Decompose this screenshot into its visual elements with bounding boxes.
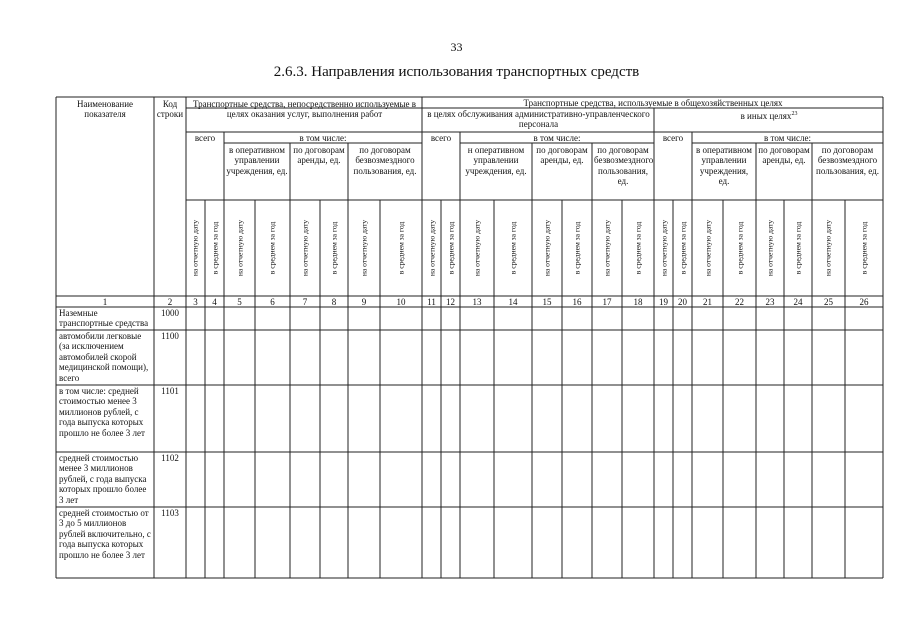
column-number: 9 — [361, 297, 367, 307]
header-rent-a: по договорам аренды, ед. — [293, 145, 345, 166]
vheader-on-date: на отчетную дату — [542, 219, 552, 277]
column-number: 21 — [703, 297, 712, 307]
column-number: 24 — [793, 297, 803, 307]
column-number: 20 — [678, 297, 687, 307]
column-number: 2 — [167, 297, 173, 307]
column-number: 11 — [427, 297, 436, 307]
vheader-avg-year: в среднем за год — [210, 221, 220, 275]
vheader-avg-year: в среднем за год — [267, 221, 277, 275]
vheader-avg-year: в среднем за год — [396, 221, 406, 275]
page-number: 33 — [450, 40, 463, 54]
column-number: 17 — [602, 297, 612, 307]
row-label: Наземные транспортные средства — [59, 308, 149, 329]
row-code: 1101 — [161, 386, 179, 396]
row-label: в том числе: средней стоимостью менее 3 миллионов рублей, с года выпуска которых прошло не более 3 лет — [59, 386, 145, 438]
column-number: 12 — [446, 297, 455, 307]
column-number: 4 — [212, 297, 217, 307]
header-free-b1: по договорам безвозмездного пользования, ед. — [594, 145, 653, 187]
column-number: 15 — [542, 297, 552, 307]
column-number: 8 — [331, 297, 337, 307]
column-number: 25 — [824, 297, 833, 307]
row-label: средней стоимостью менее 3 миллионов рублей, с года выпуска которых прошло более 3 лет — [59, 453, 147, 505]
row-label: автомобили легковые (за исключением автомобилей скорой медицинской помощи), всего — [59, 331, 149, 383]
vheader-avg-year: в среднем за год — [859, 221, 869, 275]
header-total-a: всего — [194, 133, 216, 143]
column-number: 26 — [859, 297, 869, 307]
header-including-b1: в том числе: — [533, 133, 581, 143]
vheader-on-date: на отчетную дату — [190, 219, 200, 277]
header-group-b: Транспортные средства, используемые в общехозяйственных целях — [523, 98, 783, 108]
vheader-avg-year: в среднем за год — [329, 221, 339, 275]
header-rent-b2: по договорам аренды, ед. — [758, 145, 810, 166]
vheader-on-date: на отчетную дату — [765, 219, 775, 277]
row-code: 1100 — [161, 331, 179, 341]
vheader-avg-year: в среднем за год — [633, 221, 643, 275]
header-operative-b2: в оперативном управлении учреждения, ед. — [696, 145, 752, 187]
header-total-b2: всего — [662, 133, 684, 143]
vheader-on-date: на отчетную дату — [703, 219, 713, 277]
column-number: 16 — [572, 297, 582, 307]
vheader-avg-year: в среднем за год — [572, 221, 582, 275]
column-number: 1 — [102, 297, 108, 307]
vheader-avg-year: в среднем за год — [793, 221, 803, 275]
vheader-on-date: на отчетную дату — [659, 219, 669, 277]
header-including-b2: в том числе: — [764, 133, 811, 143]
column-number: 14 — [508, 297, 518, 307]
vheader-on-date: на отчетную дату — [472, 219, 482, 277]
row-label: средней стоимостью от 3 до 5 миллионов рублей включительно, с года выпуска которых прошло не более 3 лет — [59, 508, 151, 560]
column-number: 23 — [765, 297, 775, 307]
header-free-a: по договорам безвозмездного пользования, ед. — [353, 145, 417, 176]
vheader-on-date: на отчетную дату — [602, 219, 612, 277]
vheader-on-date: на отчетную дату — [359, 219, 369, 277]
vheader-on-date: на отчетную дату — [823, 219, 833, 277]
column-number: 22 — [735, 297, 744, 307]
vheader-avg-year: в среднем за год — [678, 221, 688, 275]
header-free-b2: по договорам безвозмездного пользования, ед. — [816, 145, 879, 176]
vheader-on-date: на отчетную дату — [300, 219, 310, 277]
header-group-b1: в целях обслуживания административно-управленческого персонала — [427, 109, 650, 130]
vheader-avg-year: в среднем за год — [508, 221, 518, 275]
vheader-on-date: на отчетную дату — [235, 219, 245, 277]
column-number: 10 — [396, 297, 406, 307]
vheader-avg-year: в среднем за год — [446, 221, 456, 275]
header-operative-a: в оперативном управлении учреждения, ед. — [226, 145, 288, 176]
header-including-a: в том числе: — [299, 133, 347, 143]
column-number: 3 — [193, 297, 198, 307]
row-code: 1103 — [161, 508, 179, 518]
column-number: 19 — [659, 297, 668, 307]
page-title: 2.6.3. Направления использования транспортных средств — [273, 64, 640, 80]
header-operative-b1: н оперативном управлении учреждения, ед. — [465, 145, 527, 176]
header-name: Наименование показателя — [76, 99, 134, 120]
column-number: 6 — [270, 297, 275, 307]
header-group-b2: в иных целях$^{23}$ — [740, 111, 798, 121]
vheader-on-date: на отчетную дату — [427, 219, 437, 277]
row-code: 1102 — [161, 453, 179, 463]
column-number: 13 — [472, 297, 482, 307]
header-group-a: Транспортные средства, непосредственно используемые в целях оказания услуг, выполнения работ — [192, 99, 417, 120]
header-rent-b1: по договорам аренды, ед. — [536, 145, 588, 166]
row-code: 1000 — [161, 308, 179, 318]
column-number: 7 — [302, 297, 308, 307]
column-number: 18 — [633, 297, 643, 307]
vheader-avg-year: в среднем за год — [735, 221, 745, 275]
header-total-b1: всего — [430, 133, 452, 143]
column-number: 5 — [237, 297, 242, 307]
header-code: Код строки — [156, 99, 184, 120]
